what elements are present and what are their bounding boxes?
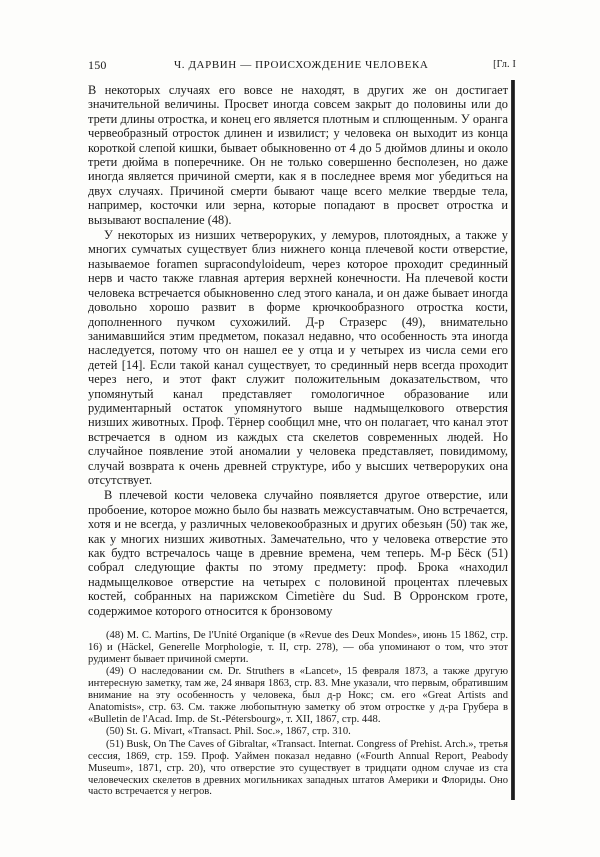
footnote: (48) M. C. Martins, De l'Unité Organique (в «Revue des Deux Mondes», июнь 15 1862, стр. 16) и (Häckel, Generelle Morphologie, т. II, стр. 278), — оба упоминают о том, что этот рудимент бывает причиной смерти. xyxy=(88,630,508,665)
running-header xyxy=(88,58,516,74)
paragraph: В некоторых случаях его вовсе не находят, в других же он достигает значительной величины. Просвет иногда совсем закрыт до половины или до трети длины отростка, и конец его является плотным и сплющенным. У оранга червеобразный отросток длинен и извилист; у человека он выходит из конца короткой слепой кишки, бывает обыкновенно от 4 до 5 дюймов длины и около трети дюйма в поперечнике. Он не только совершенно бесполезен, но даже иногда является причиной смерти, как я в последнее время мог убедиться на двух случаях. Причиной смерти бывают чаще всего мелкие твердые тела, например, косточки или зерна, которые попадают в просвет отростка и вызывают воспаление (48). xyxy=(88,83,508,227)
page-number: 150 xyxy=(88,58,107,72)
paragraph: В плечевой кости человека случайно появляется другое отверстие, или пробоение, которое можно было бы назвать межсуставчатым. Оно встречается, хотя и не всегда, у различных человекообразных и других обезьян (50) так же, как у многих низших животных. Замечательно, что у человека отверстие это как будто встречалось чаще в древние времена, чем теперь. М-р Бёск (51) собрал следующие факты по этому предмету: проф. Брока «находил надмыщелковое отверстие на четырех с половиной процентах плечевых костей, собранных на парижском Cimetière du Sud. В Орронском гроте, содержимое которого относится к бронзовому xyxy=(88,488,508,618)
main-text xyxy=(88,83,508,623)
footnote: (50) St. G. Mivart, «Transact. Phil. Soc.», 1867, стр. 310. xyxy=(106,726,351,738)
footnotes xyxy=(88,630,508,798)
paragraph: У некоторых из низших четвероруких, у лемуров, плотоядных, а также у многих сумчатых существует близ нижнего конца плечевой кости отверстие, называемое foramen supracondyloideum, через которое проходит срединный нерв и часто также главная артерия верхней конечности. На плечевой кости человека встречается обыкновенно след этого канала, и он даже бывает иногда довольно хорошо развит в форме крючкообразного отростка кости, дополненного пучком сухожилий. Д-р Стразерс (49), внимательно занимавшийся этим предметом, показал недавно, что особенность эта иногда наследуется, потому что он нашел ее у отца и у четырех из числа семи его детей [14]. Если такой канал существует, то срединный нерв всегда проходит через него, и этот факт служит положительным доказательством, что упомянутый канал представляет гомологичное образование или рудиментарный остаток упомянутого выше надмыщелкового отверстия низших животных. Проф. Тёрнер сообщил мне, что он полагает, что канал этот встречается в одном из каждых ста скелетов современных людей. Но случайное появление этой аномалии у человека представляет, повидимому, случай возврата к очень древней структуре, ибо у высших четвероруких она отсутствует. xyxy=(88,228,508,487)
footnote: (51) Busk, On The Caves of Gibraltar, «Transact. Internat. Congress of Prehist. Arch.», третья сессия, 1869, стр. 159. Проф. Уаймен показал недавно («Fourth Annual Report, Peabody Museum», 1871, стр. 20), что отверстие это существует в тридцати одном случае из ста человеческих скелетов в древних могильниках западных штатов Америки и Флориды. Оно часто встречается у негров. xyxy=(88,739,508,798)
footnote: (49) О наследовании см. Dr. Struthers в «Lancet», 15 февраля 1873, а также другую интересную заметку, там же, 24 января 1863, стр. 83. Мне указали, что первым, обратившим внимание на эту особенность у человека, был д-р Нокс; см. его «Great Artists and Anatomists», стр. 63. См. также любопытную заметку об этом отростке у д-ра Грубера в «Bulletin de l'Acad. Imp. de St.-Pétersbourg», т. XII, 1867, стр. 448. xyxy=(88,666,508,725)
running-title: Ч. ДАРВИН — ПРОИСХОЖДЕНИЕ ЧЕЛОВЕКА xyxy=(174,59,429,71)
chapter-mark: [Гл. I xyxy=(493,59,516,70)
scan-page-edge xyxy=(511,80,515,800)
